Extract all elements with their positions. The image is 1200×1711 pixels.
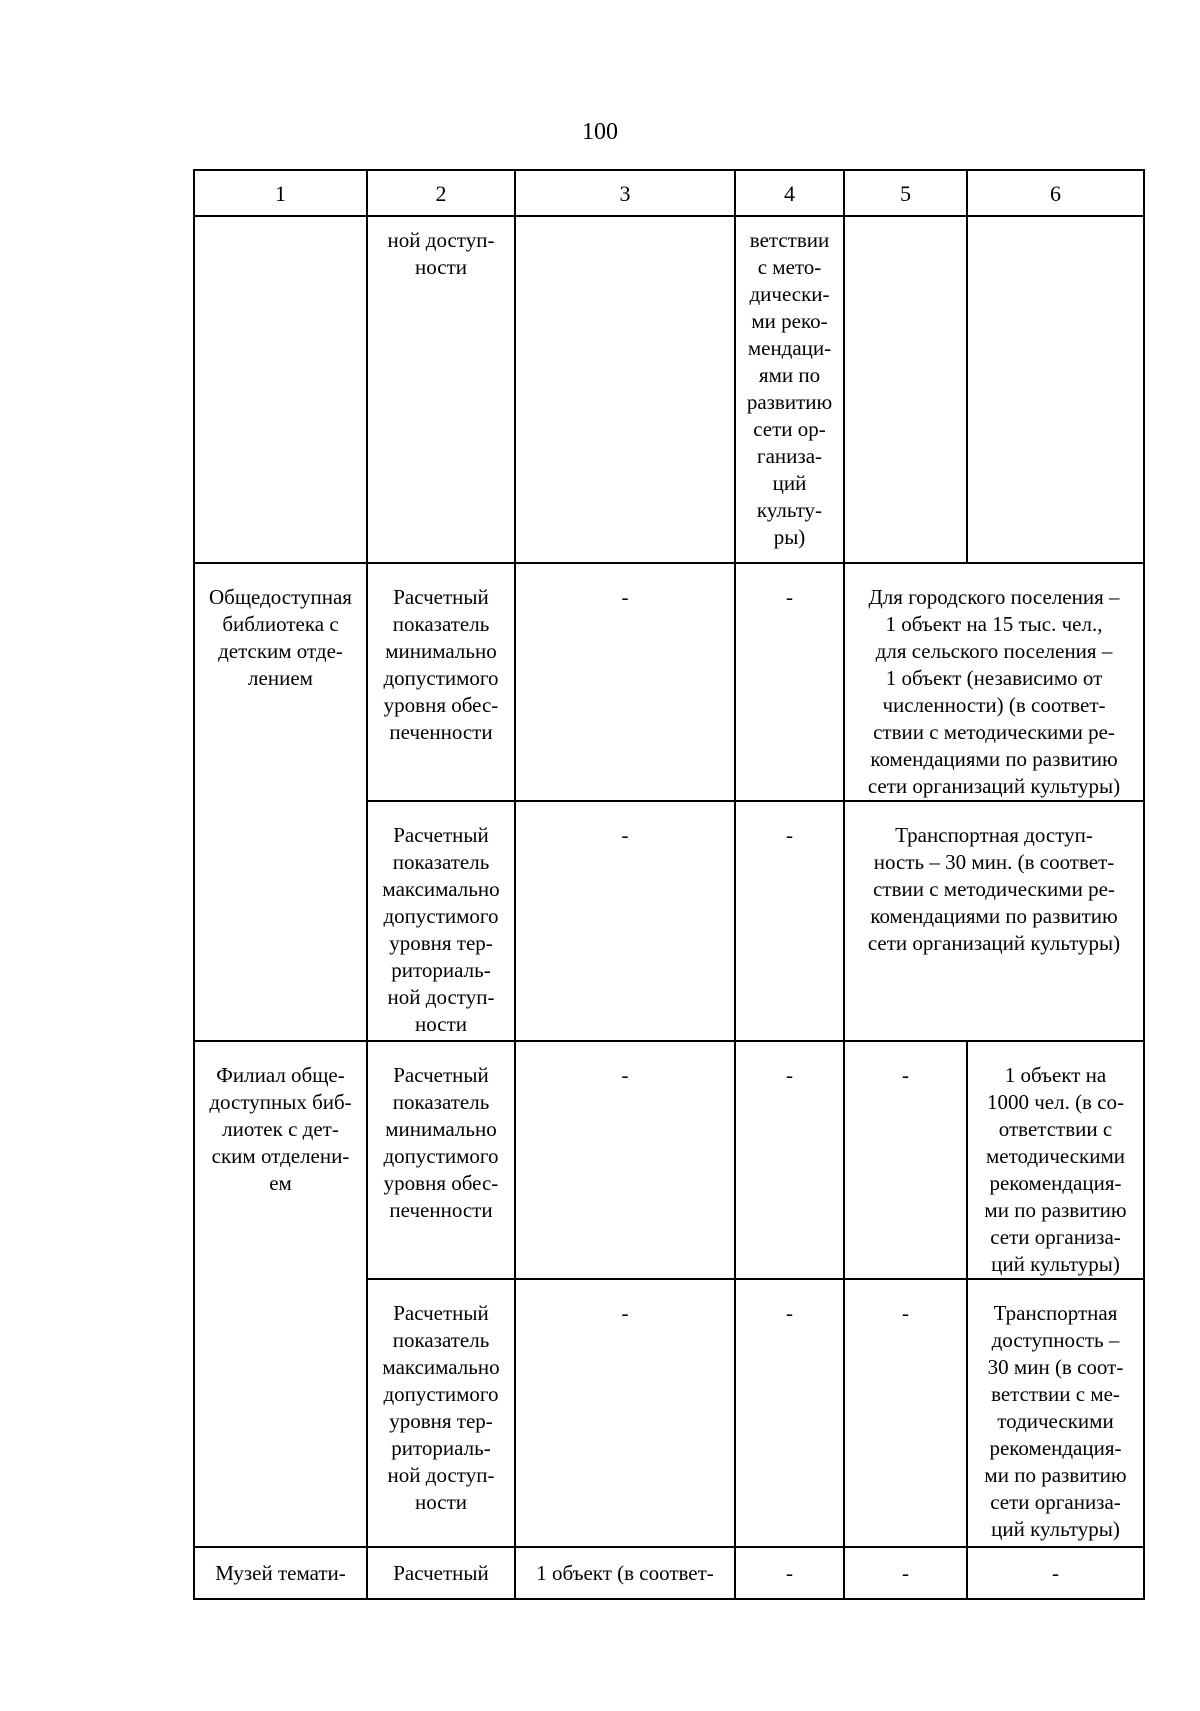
dash-value: - [621, 585, 629, 609]
norm-value-text: 1 объект на 1000 чел. (в со- ответствии с методическими рекомендация- ми по развитию сети организа- ций культуры) [984, 1063, 1127, 1276]
indicator-text: Расчетный показатель минимально допустимого уровня обес- печенности [383, 1063, 499, 1222]
cell-col5 [844, 1547, 967, 1599]
indicator-cell [367, 1547, 515, 1599]
cell-empty [194, 216, 367, 563]
table-row-continuation [194, 216, 1144, 563]
norms-table [193, 169, 1145, 1600]
cell-col6 [967, 1547, 1144, 1599]
cell-empty [844, 216, 967, 563]
dash-value: - [902, 1561, 909, 1585]
norm-value-text: 1 объект (в соответ- [536, 1561, 714, 1585]
table-row [194, 1041, 1144, 1279]
object-name: Филиал обще- доступных биб- лиотек с дет- ским отделени- ем [209, 1063, 352, 1195]
dash-value: - [902, 1063, 909, 1087]
object-name: Общедоступная библиотека с детским отде- лением [209, 585, 352, 690]
dash-value: - [786, 1301, 793, 1325]
cell-col5 [844, 1041, 967, 1279]
dash-value: - [902, 1301, 909, 1325]
norm-value-text: Транспортная доступность – 30 мин (в соот- ветствии с ме- тодическими рекомендация- ми по развитию сети организа- ций культуры) [984, 1301, 1127, 1541]
page-number: 100 [582, 119, 618, 145]
header-cell-6: 6 [967, 170, 1144, 216]
cell-col5 [844, 1279, 967, 1547]
indicator-cell [367, 216, 515, 563]
header-cell-4: 4 [735, 170, 844, 216]
header-cell-5: 5 [844, 170, 967, 216]
cell-col3 [515, 1279, 735, 1547]
cell-col4 [735, 216, 844, 563]
norm-value-cell [967, 1279, 1144, 1547]
cell-col4 [735, 1041, 844, 1279]
indicator-cell [367, 801, 515, 1041]
dash-value: - [786, 823, 793, 847]
cell-empty [515, 216, 735, 563]
indicator-text: Расчетный показатель максимально допустимого уровня тер- риториаль- ной доступ- ности [382, 1301, 500, 1514]
table-header-row [194, 170, 1144, 216]
dash-value: - [1052, 1561, 1059, 1585]
cell-col3 [515, 1547, 735, 1599]
dash-value: - [621, 1301, 629, 1325]
cell-col3 [515, 563, 735, 801]
cell-empty [967, 216, 1144, 563]
dash-value: - [786, 1561, 793, 1585]
indicator-text: ной доступ- ности [387, 228, 495, 279]
dash-value: - [786, 585, 793, 609]
indicator-cell [367, 563, 515, 801]
header-cell-1: 1 [194, 170, 367, 216]
norm-value-cell [967, 1041, 1144, 1279]
cell-col3 [515, 801, 735, 1041]
header-cell-2: 2 [367, 170, 515, 216]
indicator-cell [367, 1279, 515, 1547]
table-row [194, 1547, 1144, 1599]
header-cell-3: 3 [515, 170, 735, 216]
norm-value-text: Транспортная доступ- ность – 30 мин. (в соответ- ствии с методическими ре- комендациями по развитию сети организаций культуры) [867, 823, 1121, 955]
indicator-cell [367, 1041, 515, 1279]
norm-value-cell [844, 563, 1144, 801]
norm-value-text: Для городского поселения – 1 объект на 15 тыс. чел., для сельского поселения – 1 объект (независимо от численности) (в соответ- ствии с методическими ре- комендациями по развитию сети организаций культуры) [867, 585, 1121, 798]
cell-col4 [735, 801, 844, 1041]
table-row [194, 563, 1144, 801]
dash-value: - [621, 1063, 629, 1087]
cell-col4 [735, 1279, 844, 1547]
object-name: Музей темати- [215, 1561, 346, 1585]
indicator-text: Расчетный показатель максимально допустимого уровня тер- риториаль- ной доступ- ности [382, 823, 500, 1036]
cell-col4 [735, 563, 844, 801]
object-name-cell [194, 1547, 367, 1599]
cell-col4-text: ветствии с мето- дически- ми реко- мендаци- ями по развитию сети ор- ганиза- ций культу- ры) [746, 228, 833, 549]
indicator-text: Расчетный [393, 1561, 489, 1585]
object-name-cell [194, 1041, 367, 1547]
object-name-cell [194, 563, 367, 1041]
cell-col3 [515, 1041, 735, 1279]
norm-value-cell [844, 801, 1144, 1041]
cell-col4 [735, 1547, 844, 1599]
indicator-text: Расчетный показатель минимально допустимого уровня обес- печенности [383, 585, 499, 744]
dash-value: - [621, 823, 629, 847]
dash-value: - [786, 1063, 793, 1087]
